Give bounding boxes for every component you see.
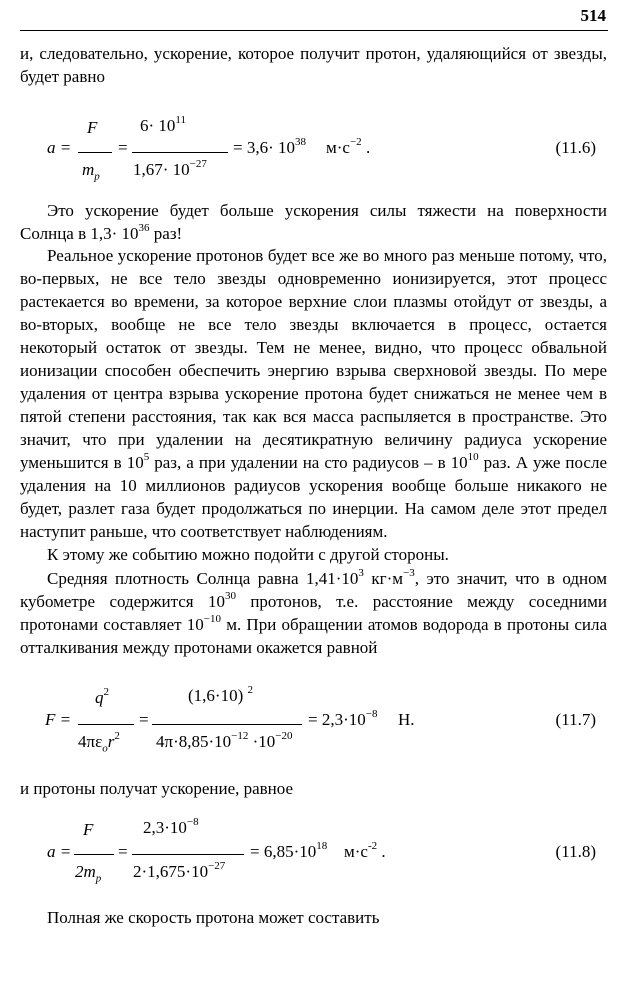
eq2-lhs: F = <box>45 710 72 729</box>
eq1-lhs: a = <box>47 138 72 157</box>
eq1-result: = $3,6\cdot 10^{38}$ <box>233 136 306 157</box>
header-rule <box>20 30 608 31</box>
eq3-lhs: a = <box>47 842 72 861</box>
paragraph-7: Полная же скорость протона может составить <box>47 908 380 927</box>
page-number: 514 <box>580 6 606 25</box>
eq3-eq: = <box>118 842 128 861</box>
eq2-label: (11.7) <box>555 710 596 729</box>
eq1-den1: $m_p$ <box>82 160 100 183</box>
equation-11-6 <box>0 110 626 190</box>
paragraph-2: Это ускорение будет больше ускорения силы тяжести на поверхности Солнца в $1,3\cdot 10^{36}$ раз! <box>20 201 607 243</box>
eq2-den2: $4\pi\cdot 8,85\cdot 10^{-12} \cdot 10^{-20}$ <box>156 730 293 751</box>
eq1-label: (11.6) <box>555 138 596 157</box>
eq3-result: = $6,85\cdot 10^{18}$ <box>250 840 328 861</box>
eq3-num2: $2,3\cdot 10^{-8}$ <box>143 816 199 837</box>
eq2-frac1 <box>78 724 134 725</box>
eq2-unit: Н. <box>398 710 415 729</box>
eq3-frac1 <box>74 854 114 855</box>
paragraph-1: и, следовательно, ускорение, которое получит протон, удаляющийся от звезды, будет равно <box>20 44 607 86</box>
eq3-den2: $2\cdot 1,675\cdot 10^{-27}$ <box>133 860 226 881</box>
equation-11-7 <box>0 684 626 764</box>
eq1-den2: $1,67\cdot 10^{-27}$ <box>133 158 207 179</box>
eq3-unit: $м\cdot с^{-2}$ . <box>344 840 386 861</box>
eq1-frac2 <box>132 152 228 153</box>
eq2-den1: $4\pi\varepsilon_or^2$ <box>78 730 120 755</box>
eq1-num2: $6\cdot 10^{11}$ <box>140 114 187 135</box>
eq2-eq: = <box>139 710 149 729</box>
eq3-frac2 <box>132 854 244 855</box>
eq2-frac2 <box>152 724 302 725</box>
paragraph-3: Реальное ускорение протонов будет все же во много раз меньше потому, что, во-первых, не все тело звезды одновременно ионизируется, этот процесс растекается во времени, за которое верхние слои плазмы отойдут от звезды, а во-вторых, вообще не все тело звезды включается в процесс, остается некоторый остаток от звезды. Тем не менее, видно, что процесс обвальной ионизации способен обеспечить энергию взрыва сверхновой звезды. По мере удаления от центра взрыва ускорение протона будет снижаться не менее чем в пятой степени расстояния, так как вся масса распыляется в пространстве. Это значит, что при удалении на десятикратную величину радиуса ускорение уменьшится в $10^5$ раз, а при удалении на сто радиусов – в $10^{10}$ раз. А уже после удаления на 10 миллионов радиусов ускорения вообще больше никакого не будет, разлет газа будет продолжаться по инерции. На самом деле этот предел наступит раньше, что соответствует наблюдениям. <box>20 246 607 541</box>
paragraph-5: Средняя плотность Солнца равна $1,41\cdot 10^3$ $кг\cdot м^{-3}$, это значит, что в одном кубометре содержится $10^{30}$ протонов, т.е. расстояние между соседними протонами составляет $10^{-10}$ м. При обращении атомов водорода в протоны сила отталкивания между протонами окажется равной <box>20 567 608 657</box>
eq3-label: (11.8) <box>555 842 596 861</box>
eq1-frac1 <box>78 152 112 153</box>
eq3-den1: $2m_p$ <box>75 862 102 885</box>
eq1-unit: $м\cdot с^{-2}$ . <box>326 136 371 157</box>
eq1-num1: F <box>87 118 98 137</box>
eq3-num1: F <box>83 820 94 839</box>
paragraph-4: К этому же событию можно подойти с другой стороны. <box>47 545 449 564</box>
eq2-num2: (1,6·10) $^2$ <box>188 684 253 705</box>
paragraph-6: и протоны получат ускорение, равное <box>20 779 294 798</box>
eq2-result: = $2,3\cdot 10^{-8}$ <box>308 708 378 729</box>
equation-11-8 <box>0 812 626 892</box>
eq1-eq: = <box>118 138 128 157</box>
eq2-num1: $q^2$ <box>95 686 109 707</box>
